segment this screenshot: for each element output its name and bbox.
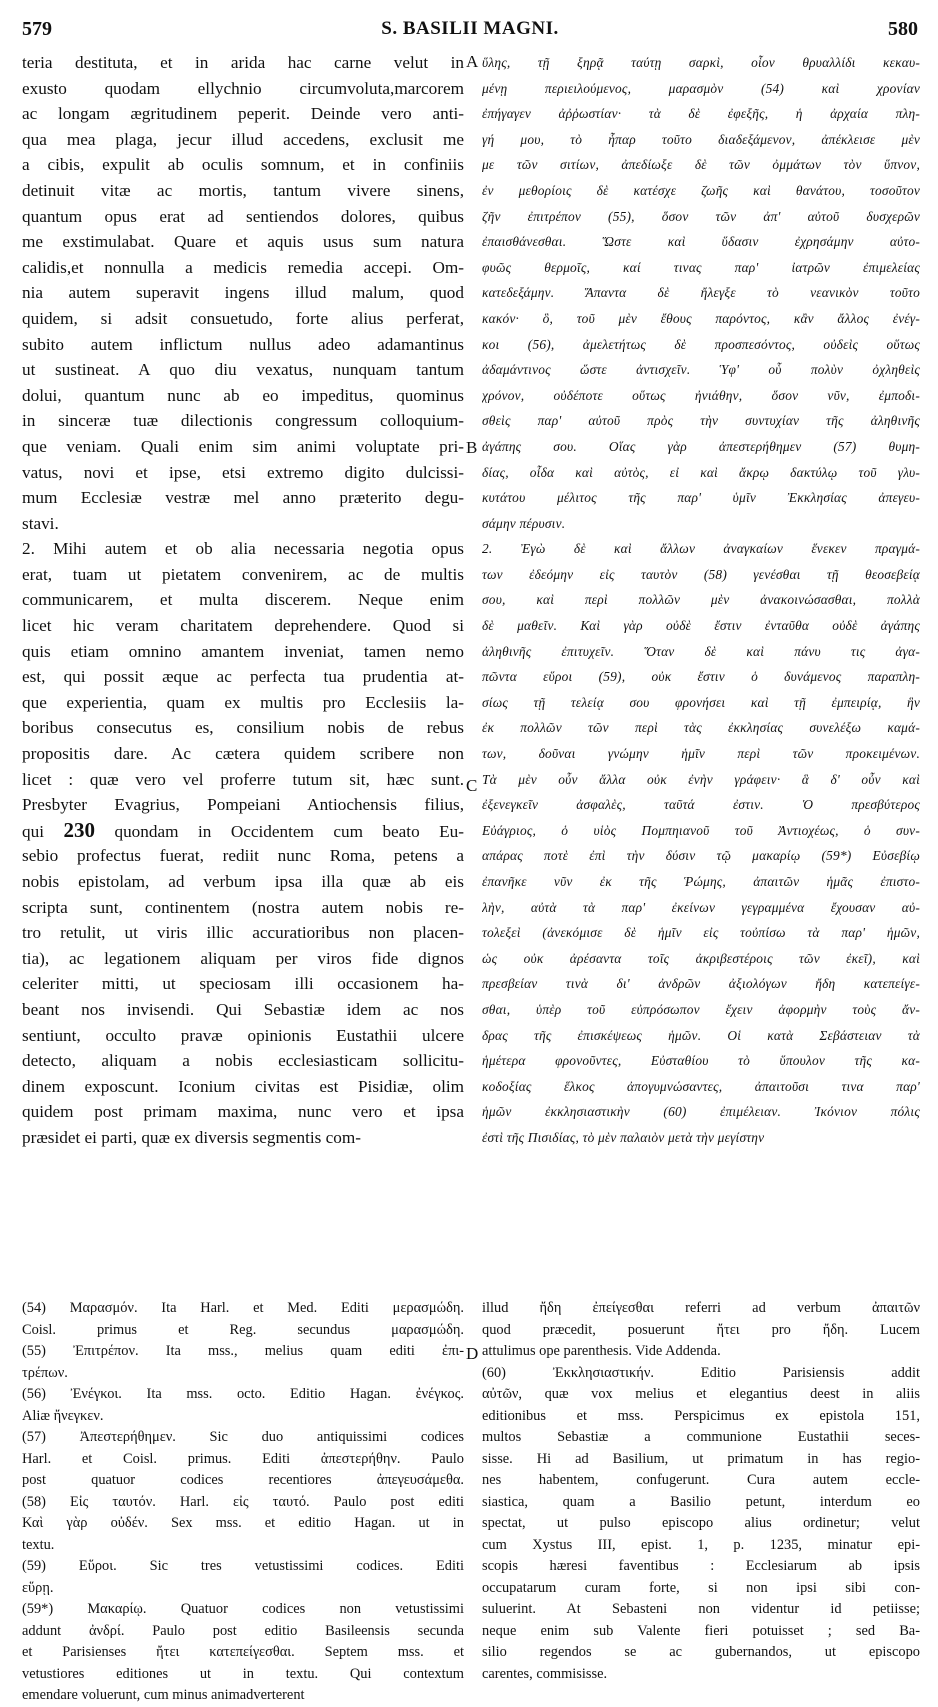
text-line: qua mea plaga, jecur illud accedens, exclusit me (22, 129, 464, 149)
text-line: boribus consecutus es, consilium nobis de rebus (22, 718, 464, 738)
footnote-line: quod præcedit, posuerunt ἤτει pro ἤδη. Lucem (482, 1321, 920, 1338)
text-line: subito autem inflictum nullus adeo adamantinus (22, 334, 464, 354)
text-line: δρας τῆς ἐπισκέψεως ἡμῶν. Οἱ κατὰ Σεβάστειαν τὰ (482, 1027, 920, 1043)
margin-letter-a: A (466, 52, 479, 71)
text-line: communicarem, et multa discerem. Neque enim (22, 590, 464, 610)
text-line: δίας, οἶδα καὶ αὐτὸς, εἰ καὶ ἄκρῳ δακτύλῳ τοῦ γλυ- (482, 464, 920, 480)
page-header (22, 18, 918, 48)
footnote-line: (59*) Μακαρίῳ. Quatuor codices non vetustissimi (22, 1601, 464, 1617)
footnotes-left (22, 1298, 464, 1707)
text-line: των ἐδεόμην εἰς ταυτὸν (58) γενέσθαι τῇ θεοσεβείᾳ (482, 566, 920, 582)
footnote-line: addunt ἀνδρί. Paulo post editio Basileensis secunda (22, 1622, 464, 1639)
text-line: tia), ac legationem aliquam per viros fide dignos (22, 948, 464, 968)
text-line: πῶντα εὕροι (59), οὐκ ἔστιν ὁ δυνάμενος παραπλη- (482, 669, 920, 685)
text-line: vatus, novi et ipse, etsi extremo digito dulcissi- (22, 462, 464, 482)
footnote-line: (57) Ἀπεστερήθημεν. Sic duo antiquissimi codices (22, 1429, 464, 1445)
text-line: σθαι, ὑπὲρ τοῦ εὐπρόσωπον ἔχειν ἀφορμὴν τοὺς ἄν- (482, 1001, 920, 1017)
text-line: quantum opus erat ad sentiendos dolores, quibus (22, 206, 464, 226)
footnote-line: nes habentem, confugerunt. Cura autem eccle- (482, 1472, 920, 1488)
text-line: detecto, aliquam a nobis ecclesiasticam sollicitu- (22, 1051, 464, 1071)
text-line: stavi. (22, 513, 59, 533)
text-line: qui 230 quondam in Occidentem cum beato Eu- (22, 817, 464, 842)
text-line: quis etiam omnino amantem inveniat, tamen nemo (22, 641, 464, 661)
text-line: Εὐάγριος, ὁ υἱὸς Πομπηιανοῦ τοῦ Ἀντιοχέως, ὁ συν- (482, 822, 920, 838)
footnote-line: neque enim sub Valente fieri potuisset ; sed Ba- (482, 1622, 920, 1639)
text-line: ἐπήγαγεν ἀῤῥωστίαν· τὰ δὲ ἐφεξῆς, ἡ ἀρχαία πλη- (482, 106, 920, 122)
text-line: κατεδεξάμην. Ἅπαντα δὲ ἤλεγξε τὸ νεανικὸν τοῦτο (482, 285, 920, 301)
footnote-line: scopis hæresi faventibus : Ecclesiarum ab ipsis (482, 1558, 920, 1574)
text-line: a cibis, expulit ab oculis somnum, et in confiniis (22, 155, 464, 175)
footnote-line: (55) Ἐπιτρέπον. Ita mss., melius quam editi ἐπι- (22, 1343, 464, 1359)
footnote-line: (59) Εὕροι. Sic tres vetustissimi codices. Editi (22, 1558, 464, 1574)
text-line: ἡμῶν ἐκκλησιαστικὴν (60) ἐπιμέλειαν. Ἰκόνιον πόλις (482, 1104, 920, 1120)
footnote-line: Καὶ γὰρ οὐδέν. Sex mss. et editio Hagan. ut in (22, 1515, 464, 1531)
text-line: μένῃ περιειλούμενος, μαρασμὸν (54) καὶ χρονίαν (482, 80, 920, 96)
footnote-line: et Parisienses ἤτει κατεπείγεσθαι. Septem mss. et (22, 1644, 464, 1660)
text-line: erat, tuam ut pietatem convenirem, ac de multis (22, 564, 464, 584)
text-line: nobis epistolam, ad verbum ipsa illa quæ ab eis (22, 872, 464, 891)
text-line: κακόν· ὃ, τοῦ μὲν ἔθους παρόντος, κἂν ἄλλος ἐνέγ- (482, 310, 920, 326)
footnote-line: suluerint. At Sebasteni non videntur id petiisse; (482, 1601, 920, 1617)
text-line: ἡμέτερα φρονοῦντες, Εὐσταθίου τὸ ὕπουλον τῆς κα- (482, 1053, 920, 1069)
text-line: σθεὶς παρ' αὐτοῦ πρὸς τὴν συντυχίαν τῆς ἀληθινῆς (482, 413, 920, 429)
text-line: me exstimulabat. Quare et aquis usus sum natura (22, 232, 464, 252)
footnote-line: emendare voluerunt, cum minus animadverterent (22, 1687, 305, 1703)
text-line: tro retulit, ut viris illic accuratioribus non placen- (22, 923, 464, 943)
text-line: ὡς οὐκ ἀρέσαντα τοῖς ἀκριβεστέροις τῶν ἐκεῖ), καὶ (482, 950, 920, 966)
footnote-line: (58) Εἰς ταυτόν. Harl. εἰς ταυτό. Paulo post editi (22, 1493, 464, 1510)
text-line: πρεσβείαν τινὰ δι' ἀνδρῶν ἀξιολόγων ἤδη κατεπείγε- (482, 976, 920, 992)
footnote-line: post quatuor codices recentiores ἀπεγευσάμεθα. (22, 1472, 464, 1488)
text-line: σίως τῇ τελείᾳ σου φρονήσει καὶ τῇ ἐμπειρίᾳ, ἣν (482, 694, 920, 710)
running-title: S. BASILII MAGNI. (381, 18, 559, 39)
text-line: σάμην πέρυσιν. (482, 515, 566, 531)
column-page-marker: 230 (63, 817, 95, 842)
text-line: φυῶς θερμοῖς, καί τινας παρ' ἰατρῶν ἐπιμελείας (482, 259, 920, 275)
text-line: σου, καὶ περὶ πολλῶν μὲν ἀνακοινώσασθαι, πολλὰ (482, 592, 920, 608)
text-line: ἀληθινῆς ἐπιτυχεῖν. Ὅταν δὲ καὶ πάνυ τις ἀγα- (482, 643, 920, 659)
text-line: Τὰ μὲν οὖν ἄλλα οὐκ ἐνὴν γράφειν· ἃ δ' οὖν καὶ (482, 771, 920, 787)
text-line: dinem exposcunt. Iconium civitas est Pisidiæ, olim (22, 1076, 464, 1096)
footnote-line: Aliæ ἤνεγκεν. (22, 1407, 104, 1424)
text-line: ἐν μεθορίοις δὲ κατέσχε ζωῆς καὶ θανάτου, τοσοῦτον (482, 182, 920, 198)
footnote-line: silio regendos se ac gubernandos, ut episcopo (482, 1644, 920, 1660)
text-line: γή μου, τὸ ἧπαρ τοῦτο διαδεξάμενον, ἀπέκλεισε μὲν (482, 131, 920, 147)
greek-column (482, 50, 920, 1151)
right-page-number: 580 (888, 18, 918, 40)
footnote-line: editionibus et mss. Perspicimus ex epistola 151, (482, 1407, 920, 1424)
footnote-line: multos Sebastiæ a communione Eustathii seces- (482, 1429, 920, 1445)
text-line: με τῶν σιτίων, ἀπεδίωξε δὲ τῶν ὀμμάτων τὸν ὕπνον, (482, 157, 920, 173)
text-line: ἐκ πολλῶν τῶν περὶ τὰς ἐκκλησίας συνελέξω καμά- (482, 720, 920, 736)
text-line: licet hic veram charitatem deprehendere. Quod si (22, 616, 464, 636)
text-line: est, qui possit æque ac perfecta tua prudentia at- (22, 667, 464, 687)
text-line: detinuit vitæ ac mortis, tantum vivere sinens, (22, 180, 464, 200)
text-line: que veniam. Quali enim sim animi voluptate pri- (22, 436, 464, 456)
text-line: exusto quodam ellychnio circumvoluta,marcorem (22, 78, 464, 98)
text-line: χρόνον, οὐδέποτε οὕτως ἠνιάθην, ὅσον νῦν, ἐμποδι- (482, 387, 920, 403)
text-line: ἐπανῆκε νῦν ἐκ τῆς Ῥώμης, ἀπαιτῶν ἡμᾶς ἐπιστο- (482, 874, 920, 889)
text-line: calidis,et nonnulla a medicis remedia accepi. Om- (22, 257, 464, 277)
text-line: que experientia, quam ex multis pro Ecclesiis la- (22, 692, 464, 712)
footnote-line: αὐτῶν, quæ vox melius et elegantius deest in aliis (482, 1386, 920, 1402)
text-line: licet : quæ vero vel proferre tutum sit, hæc sunt. (22, 769, 464, 789)
footnote-line: spectat, ut pulso episcopo alius ordinetur; velut (482, 1515, 920, 1531)
text-line: scripta sunt, continentem (nostra autem nobis re- (22, 897, 464, 917)
footnote-line: siastica, quam a Basilio petunt, interdum eo (482, 1493, 920, 1510)
footnotes-right (482, 1298, 920, 1685)
text-line: præsidet ei parti, quæ ex diversis segmentis com- (22, 1127, 361, 1147)
margin-letter-b: B (466, 438, 478, 457)
text-line: των, δοῦναι γνώμην ἡμῖν περὶ τῶν προκειμένων. (482, 746, 920, 762)
footnote-line: vetustiores editiones ut in textu. Qui contextum (22, 1665, 464, 1682)
text-line: sentiunt, occulto pravæ opinionis Eustathii ulcere (22, 1025, 464, 1045)
text-line: ζῆν ἐπιτρέπον (55), ὅσον τῶν ἀπ' αὐτοῦ δυσχερῶν (482, 208, 920, 224)
text-line: ἀγάπης σου. Οἵας γὰρ ἀπεστερήθημεν (57) θυμη- (482, 438, 920, 454)
text-line: in sinceræ tuæ dilectionis congressum colloquium- (22, 411, 464, 431)
text-line: 2. Mihi autem et ob alia necessaria negotia opus (22, 539, 464, 559)
text-line: quidem post primam maxima, nunc vero et ipsa (22, 1102, 464, 1122)
text-line: κυτάτου μέλιτος τῆς παρ' ὑμῖν Ἐκκλησίας ἀπεγευ- (482, 490, 920, 506)
text-line: dolui, quantum nunc ab eo impeditus, quominus (22, 385, 464, 405)
footnote-line: (54) Μαρασμόν. Ita Harl. et Med. Editi μερασμώδη. (22, 1300, 464, 1316)
text-line: beant nos invisendi. Qui Sebastiæ idem ac nos (22, 999, 464, 1019)
text-line: celeriter mitti, ut speciosam illi occasionem ha- (22, 974, 464, 994)
footnote-line: attulimus ope parenthesis. Vide Addenda. (482, 1343, 721, 1359)
text-line: nia autem superavit ingens illud malum, quod (22, 283, 464, 303)
text-line: 2. Ἐγὼ δὲ καὶ ἄλλων ἀναγκαίων ἕνεκεν πραγμά- (482, 541, 920, 557)
text-line: propositis dare. Ac cætera quidem scribere non (22, 744, 464, 764)
text-line: ἐξενεγκεῖν ἀσφαλὲς, ταῦτά ἐστιν. Ὁ πρεσβύτερος (482, 797, 920, 813)
text-line: ἐστὶ τῆς Πισιδίας, τὸ μὲν παλαιὸν μετὰ τὴν μεγίστην (482, 1129, 765, 1145)
text-line: ut sustineat. A quo diu vexatus, nunquam tantum (22, 360, 464, 380)
footnote-line: carentes, commisisse. (482, 1665, 608, 1682)
text-line: ἀδαμάντινος ὥστε ἀντισχεῖν. Ὑφ' οὗ πολὺν ὀχληθεὶς (482, 362, 920, 378)
text-line: sebio profectus fuerat, rediit nunc Roma, petens a (22, 846, 464, 866)
footnote-line: cum Xystus III, epist. 1, p. 1235, minatur epi- (482, 1536, 920, 1553)
footnote-line: textu. (22, 1536, 55, 1553)
text-line: κοδοξίας ἕλκος ἀπογυμνώσαντες, ἀπαιτοῦσι τινα παρ' (482, 1078, 920, 1094)
text-line: quidem, si adsit consuetudo, forte alius perferat, (22, 308, 464, 328)
text-line: Presbyter Evagrius, Pompeiani Antiochensis filius, (22, 795, 464, 815)
text-line: ac longam ægritudinem peperit. Deinde vero anti- (22, 104, 464, 124)
text-line: δὲ μαθεῖν. Καὶ γὰρ οὐδὲ ἔστιν ἐνταῦθα οὐδὲ ἀγάπης (482, 618, 920, 634)
footnote-line: sisse. Hi ad Basilium, ut primatum in has regio- (482, 1450, 920, 1467)
left-page-number: 579 (22, 18, 52, 40)
text-line: teria destituta, et in arida hac carne velut in (22, 53, 464, 72)
latin-column (22, 50, 464, 1151)
margin-letter-d: D (466, 1344, 479, 1363)
footnote-line: τρέπων. (22, 1364, 68, 1381)
text-line: τολεξεὶ (ἀνεκόμισε δὲ ἡμῖν εἰς τοὐπίσω τὰ παρ' ἡμῶν, (482, 925, 920, 941)
footnote-line: (60) Ἐκκλησιαστικήν. Editio Parisiensis addit (482, 1364, 920, 1381)
footnote-line: Coisl. primus et Reg. secundus μαρασμώδη. (22, 1321, 464, 1338)
footnote-line: εὕρῃ. (22, 1579, 54, 1596)
footnote-line: Harl. et Coisl. primus. Editi ἀπεστερήθην. Paulo (22, 1450, 464, 1467)
text-line: ὕλης, τῇ ξηρᾷ ταύτῃ σαρκὶ, οἷον θρυαλλίδι κεκαυ- (482, 55, 920, 70)
footnote-line: (56) Ἐνέγκοι. Ita mss. octo. Editio Hagan. ἐνέγκος. (22, 1386, 464, 1402)
text-line: κοι (56), ἀμελετήτως δὲ προσπεσόντος, οὐδεὶς οὕτως (482, 336, 920, 352)
text-line: απάρας ποτὲ ἐπὶ τὴν δύσιν τῷ μακαρίῳ (59*) Εὐσεβίῳ (482, 848, 920, 864)
text-line: ἐπαισθάνεσθαι. Ὥστε καὶ ὕδασιν ἐχρησάμην αὐτο- (482, 234, 920, 250)
text-line: λὴν, αὐτὰ τὰ παρ' ἐκείνων γεγραμμένα ἔχουσαν αὐ- (482, 899, 920, 915)
footnote-line: illud ἤδη ἐπείγεσθαι referri ad verbum ἀπαιτῶν (482, 1300, 920, 1316)
text-line: mum Ecclesiæ vestræ mel anno præterito degu- (22, 488, 464, 508)
margin-letter-c: C (466, 776, 478, 795)
footnote-line: occupatarum curam forte, si non ipsi sibi con- (482, 1579, 920, 1596)
